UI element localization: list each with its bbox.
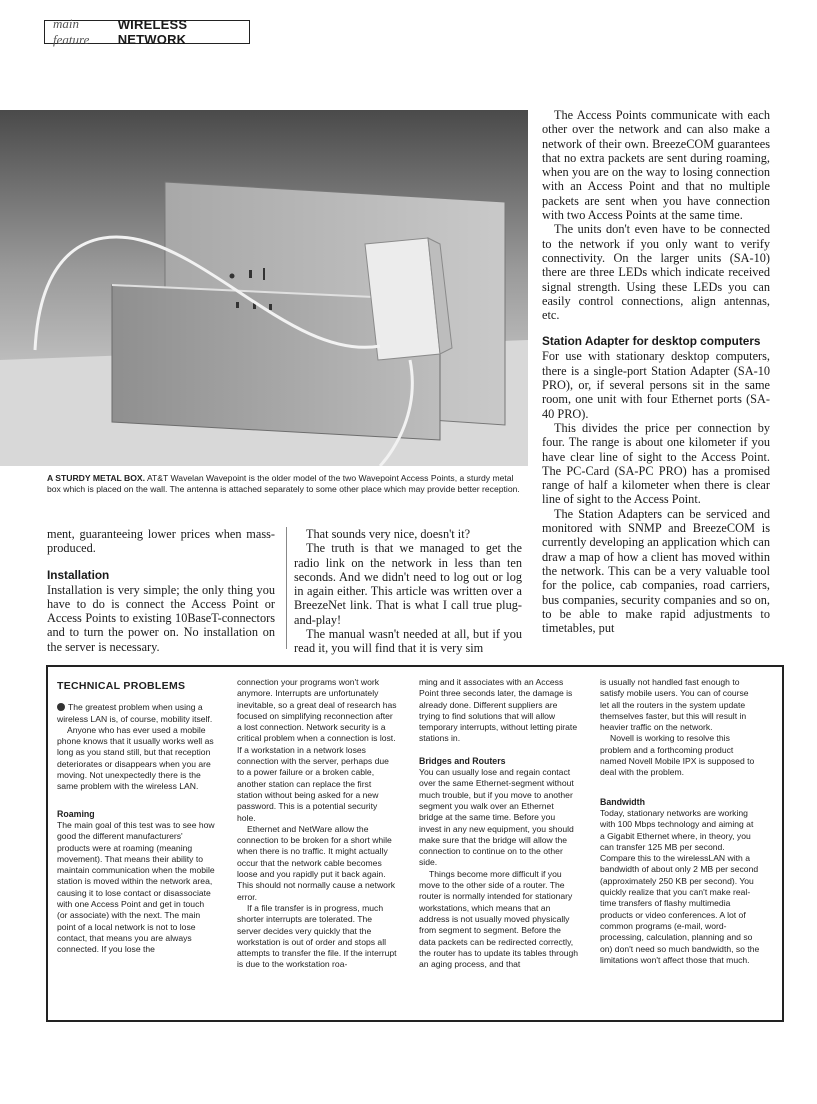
section-title: WIRELESS NETWORK [117,17,188,47]
column-divider [286,527,287,649]
paragraph: Anyone who has ever used a mobile phone knows that it usually works well as long as you stand still, but that reception deteriorates or disappears when you are moving. Not unexpectedly there is the same problem with the wireless LAN. [57,724,214,792]
article-middle-column [294,527,522,656]
paragraph: The main goal of this test was to see how good the different manufacturers' products were at roaming (meaning movement). That means their ability to maintain communication when the mobile station is moved within the network area, causing it to lose contact or disassociate with one Access Point and get in touch (or associate) with the next. The main point of a local network is not to lose contact, that means you are always connected. If you lose the [57,819,215,955]
paragraph-text: The greatest problem when using a wireless LAN is, of course, mobility itself. [57,702,213,724]
paragraph [57,702,217,725]
subheading-station-adapter: Station Adapter for desktop computers [542,334,761,349]
article-right-column [542,108,770,635]
paragraph: If a file transfer is in progress, much shorter interrupts are tolerated. The server decides very quickly that the workstation is out of order and stops all attempts to transfer the file. If the interrupt is due to the workstation roa- [237,902,397,970]
paragraph: Novell is working to resolve this problem and a forthcoming product named Novell Mobile IPX is supposed to deal with the problem. [600,733,755,778]
paragraph: ment, guaranteeing lower prices when mass-produced. [47,527,275,556]
bullet-icon [57,703,65,711]
paragraph: That sounds very nice, doesn't it? [306,527,471,541]
paragraph: Installation is very simple; the only thing you have to do is connect the Access Point or Access Points to existing 10BaseT-connectors and to turn the power on. No installation on the server is necessary. [47,582,275,654]
article-left-column [47,527,275,654]
caption-lead: A STURDY METAL BOX. [47,473,146,483]
box-column-4 [600,677,760,966]
caption-text: AT&T Wavelan Wavepoint is the older model of the two Wavepoint Access Points, a sturdy metal box which is placed on the wall. The antenna is attached separately to some other place which may provide better reception. [47,473,520,494]
subheading-installation: Installation [47,567,110,582]
subheading-bridges-routers: Bridges and Routers [419,755,506,766]
paragraph: The units don't even have to be connected to the network if you only want to verify connectivity. On the larger units (SA-10) there are three LEDs which indicate received signal strength. Using these LEDs you can easily control connections, align antennas, etc. [542,222,770,323]
box-column-2 [237,677,397,971]
paragraph: Things become more difficult if you move to the other side of a router. The router is normally intended for stationary workstations, which means that an address is not usually moved physically from segment to segment. Before the data packets can be redirected correctly, the router has to update its tables through an aging process, and that [419,868,579,970]
box-title: TECHNICAL PROBLEMS [57,680,186,692]
paragraph: The Access Points communicate with each other over the network and can also make a network of their own. BreezeCOM guarantees that no extra packets are sent during roaming, when you are on the way to losing connection with an Access Point and that no multiple packets are sent when you have connection with two Access Points at the same time. [542,108,770,223]
photo-caption [47,473,525,494]
paragraph: You can usually lose and regain contact over the same Ethernet-segment without much trouble, but if you move to another segment you walk over an Ethernet bridge at the same time. Before you invest in any new equipment, you should make sure that the bridge will allow the connection to continue on to the other side. [419,767,574,868]
technical-problems-box [46,665,784,1022]
paragraph: Ethernet and NetWare allow the connection to be broken for a short while when there is no traffic. It might actually occur that the network cable becomes loose and you rapidly put it back again. This should not normally cause a network error. [237,823,396,902]
paragraph: For use with stationary desktop computers, there is a single-port Station Adapter (SA-10 PRO), or, if several persons sit in the same room, one unit with four Ethernet ports (SA-40 PRO). [542,349,770,421]
paragraph: The truth is that we managed to get the radio link on the network in less than ten seconds. And we didn't need to log out or log in again either. This article was written over a BreezeNet link. That is what I call true plug-and-play! [294,541,522,627]
subheading-roaming: Roaming [57,808,95,819]
paragraph: Today, stationary networks are working with 100 Mbps technology and aiming at a Gigabit Ethernet where, in theory, you can transfer 125 MB per second. Compare this to the wirelessLAN with a bandwidth of about only 2 MB per second (approximately 250 KB per second). You quickly realize that you can't make real-time transfers of flashy multimedia products or video conferences. A lot of common programs (e-mail, word-processing, calculation, planning and so on) don't need so much bandwidth, so the limitations won't affect those that much. [600,807,760,965]
paragraph: This divides the price per connection by four. The range is about one kilometer if you have clear line of sight to the Access Point. The PC-Card (SA-PC PRO) has a promised range of half a kilometer when there is clear line of sight to the Access Point. [542,420,770,507]
subheading-bandwidth: Bandwidth [600,796,645,807]
paragraph: ming and it associates with an Access Point three seconds later, the damage is already done. Different suppliers are trying to find solutions that will allow temporary interrupts, without letting pirate stations in. [419,677,578,744]
paragraph: The Station Adapters can be serviced and monitored with SNMP and BreezeCOM is currently developing an application which can draw a map of how a client has moved within the network. This can be a very valuable tool for the police, cab companies, road carriers, bus companies, security companies and so on, to be able to make rapid adjustments to timetables, put [542,506,770,636]
paragraph: is usually not handled fast enough to satisfy mobile users. You can of course let all the routers in the system update themselves faster, but this will result in heavier traffic on the network. [600,677,749,733]
box-column-1 [57,681,217,956]
product-photo [0,110,528,466]
running-header [44,16,250,47]
section-label: main feature [53,16,90,47]
paragraph: connection your programs won't work anymore. Interrupts are unfortunately inevitable, so a great deal of research has focused on simplifying reconnection after a lost connection. Network security is a critical problem when a connection is lost. If a workstation in a network loses connection with the server, perhaps due to a power failure or a broken cable, another station can replace the first station without being asked for a new password. This is a potential security hole. [237,677,397,823]
paragraph: The manual wasn't needed at all, but if you read it, you will find that it is very sim [294,627,522,656]
box-column-3 [419,677,579,970]
